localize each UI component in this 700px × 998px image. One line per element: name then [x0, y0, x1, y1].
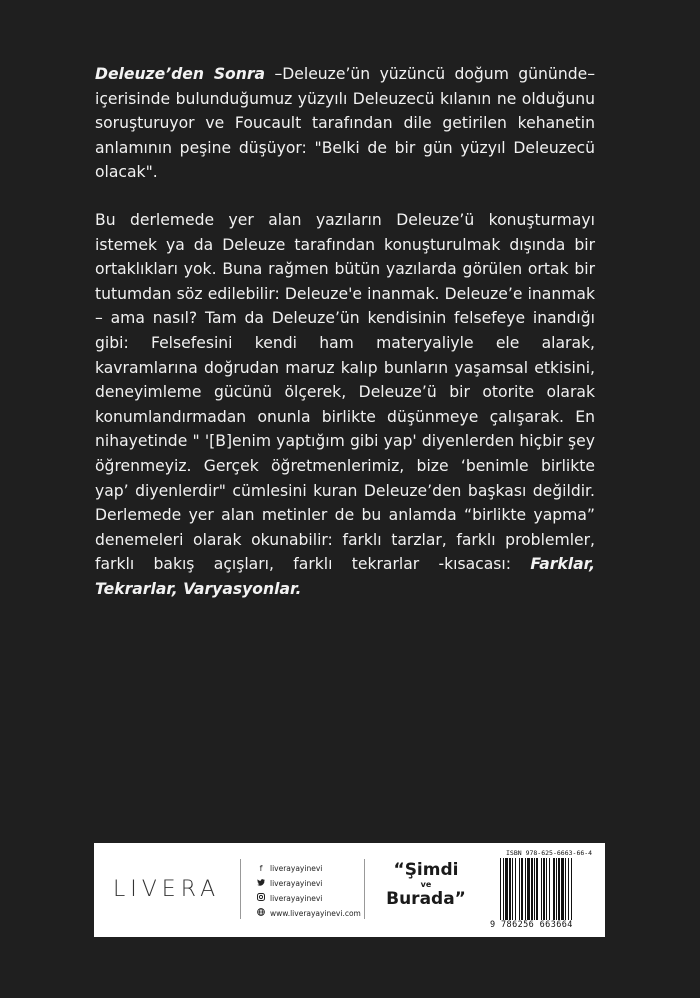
isbn-digits: 9 786256 663664: [490, 920, 573, 930]
series-line-3: Burada”: [386, 889, 466, 909]
facebook-icon: f: [259, 864, 263, 873]
social-handle: liverayayinevi: [270, 864, 323, 873]
social-row-instagram[interactable]: [256, 891, 361, 906]
isbn-label: ISBN 978-625-6663-66-4: [506, 849, 593, 857]
intro-text: –Deleuze’ün yüzüncü doğum gününde– içerisinde bulunduğumuz yüzyılı Deleuzecü kılanın ne olduğunu soruşturuyor ve Foucault tarafından dile getirilen kehanetin anlamının peşine düşüyor: "Belki de bir gün yüzyıl Deleuzecü olacak".: [95, 65, 595, 182]
book-title: Deleuze’den Sonra: [95, 65, 266, 83]
series-logo: [380, 861, 472, 909]
social-handle: liverayayinevi: [270, 894, 323, 903]
social-handle: liverayayinevi: [270, 879, 323, 888]
series-line-2: ve: [420, 880, 432, 889]
social-row-web[interactable]: [256, 906, 361, 921]
web-icon: [256, 906, 266, 921]
body-text: Bu derlemede yer alan yazıların Deleuze’ü konuşturmayı istemek ya da Deleuze tarafından konuşturulmak dışında bir ortaklıkları yok. Buna rağmen bütün yazılarda görülen ortak bir tutumdan söz edilebilir: Deleuze'e inanmak. Deleuze’e inanmak – ama nasıl? Tam da Deleuze’ün kendisinin felsefeye inandığı gibi: Felsefesini kendi ham materyaliyle ele alarak, kavramlarına doğrudan maruz kalıp bunların yaşamsal etkisini, deneyimleme gücünü ölçerek, Deleuze’ü bir otorite olarak konumlandırmadan onunla birlikte düşünmeye çalışarak. En nihayetinde " '[B]enim yaptığım gibi yap' diyenlerden hiçbir şey öğrenmeyiz. Gerçek öğretmenlerimiz, bize ‘benimle birlikte yap’ diyenlerdir" cümlesini kuran Deleuze’den başkası değildir. Derlemede yer alan metinler de bu anlamda “birlikte yapma” denemeleri olarak okunabilir: farklı tarzlar, farklı problemler, farklı bakış açışları, farklı tekrarlar -kısacası:: [95, 211, 595, 574]
social-row-twitter[interactable]: [256, 876, 361, 891]
publisher-logo: LIVERA: [113, 877, 221, 902]
isbn-barcode: [490, 848, 600, 932]
series-line-1: “Şimdi: [393, 860, 459, 880]
paragraph-body: [95, 208, 595, 602]
divider: [364, 859, 365, 919]
barcode-bars: [500, 858, 598, 920]
social-links: [256, 861, 361, 921]
publisher-strip: [94, 843, 605, 937]
social-row-facebook[interactable]: [256, 861, 361, 876]
instagram-icon: [256, 891, 266, 906]
paragraph-intro: [95, 62, 595, 185]
closing-emphasis: Farklar, Tekrarlar, Varyasyonlar.: [95, 555, 595, 598]
divider: [240, 859, 241, 919]
website-link: www.liverayayinevi.com: [270, 909, 361, 918]
twitter-icon: [256, 876, 266, 891]
